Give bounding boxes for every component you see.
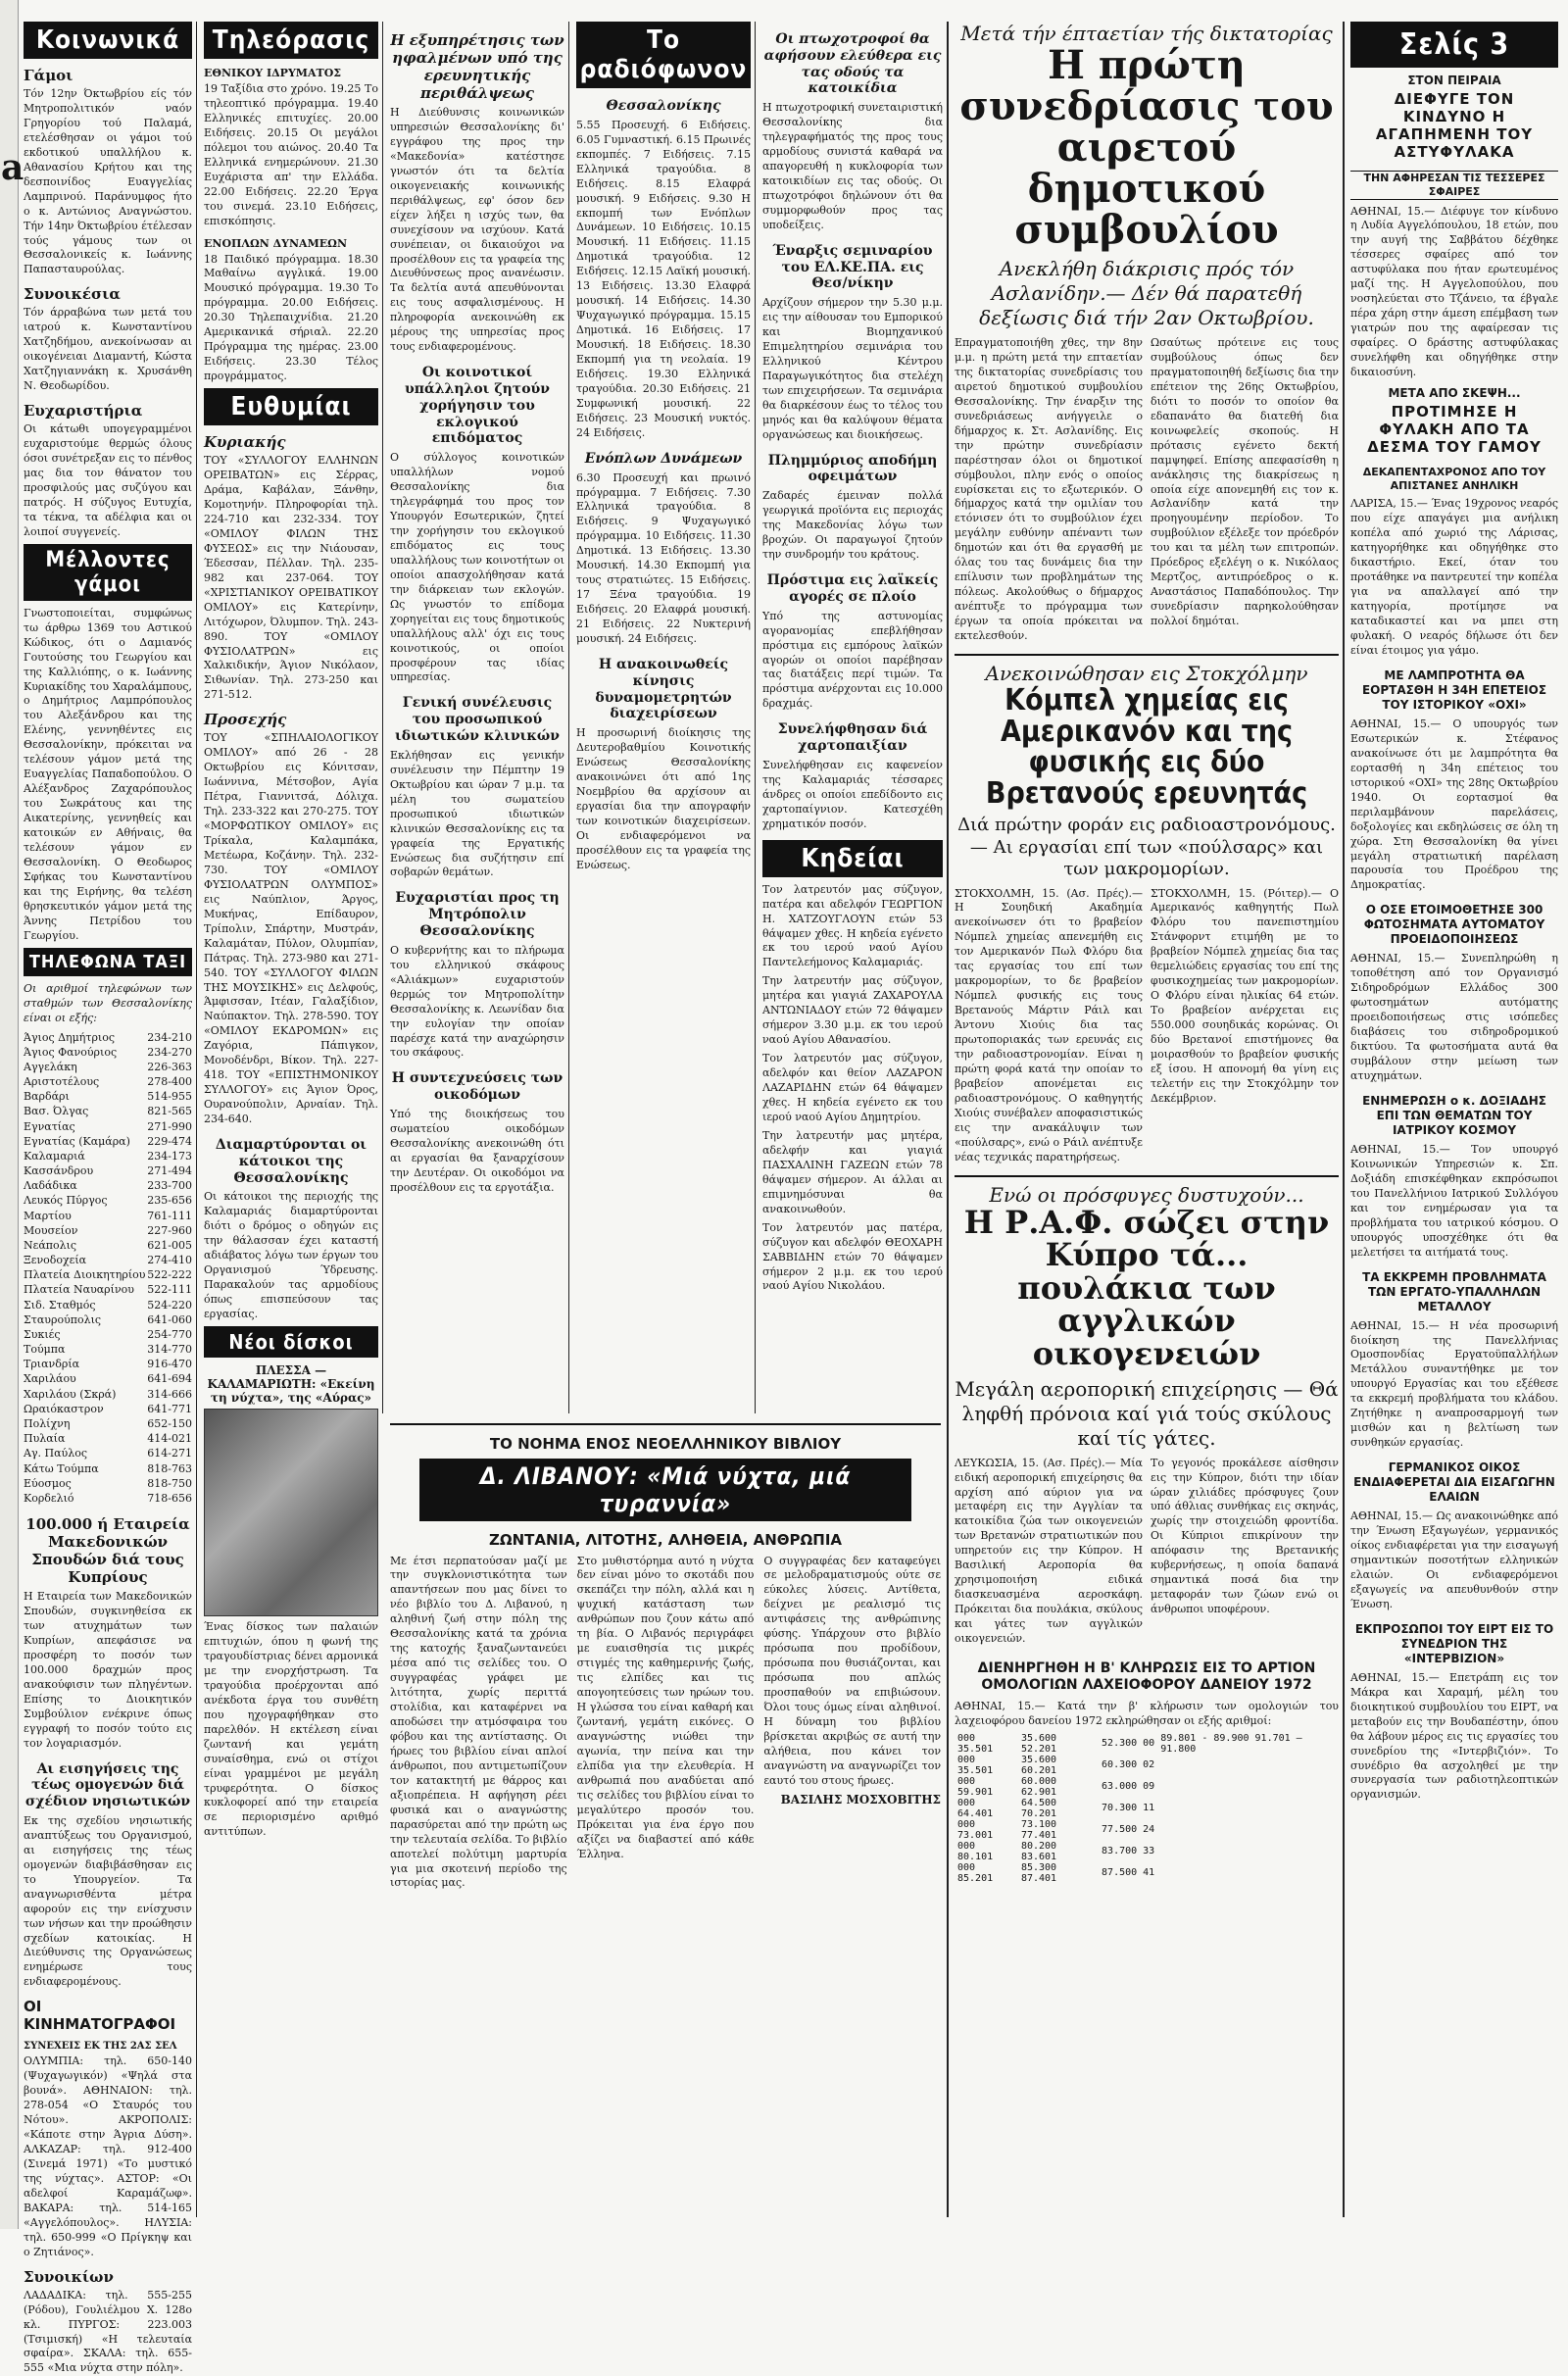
taxi-station-name: Αριστοτέλους [24, 1075, 100, 1089]
lottery-row [955, 1733, 1339, 1755]
taxi-station-name: Χαριλάου (Σκρά) [24, 1387, 117, 1401]
radio-schedule: 6.30 Προσευχή και πρωινό πρόγραμμα. 7 Ειδήσεις. 7.30 Ελληνικά τραγούδια. 8 Ειδήσεις. 9 Ψυχαγωγικό πρόγραμμα. 10 Ειδήσεις. 11.30 Δημοτικά. 13 Ειδήσεις. 13.30 Μουσική. 14.30 Εκπομπή για τους στρατιώτες. 15 Ειδήσεις. 17 Ξένα τραγούδια. 19 Ειδήσεις. 20 Ελαφρά μουσική. 21 Ειδήσεις. 22 Νυκτερινή μουσική. 24 Ειδήσεις. [576, 470, 751, 646]
taxi-station-name: Εύοσμος [24, 1476, 72, 1490]
social-header: Κοινωνικά [24, 22, 192, 59]
column-rule [568, 22, 569, 1413]
taxi-phone-number: 718-656 [147, 1491, 192, 1505]
excursions-header: Ευθυμίαι [204, 388, 378, 425]
taxi-phone-number: 227-960 [147, 1223, 192, 1237]
funeral-notice: Τον λατρευτόν μας σύζυγον, αδελφόν και θείον ΛΑΖΑΡΟΝ ΛΑΖΑΡΙΔΗΝ ετών 64 θάψαμεν χθες. Η κηδεία εγένετο εκ του ιερού ναού Αγίου Δημητρίου. [762, 1052, 943, 1123]
taxi-phone-row [24, 1178, 192, 1193]
taxi-phone-number: 233-700 [147, 1179, 192, 1193]
record-caption: ΠΛΕΣΣΑ — ΚΑΛΑΜΑΡΙΩΤΗ: «Εκείνη τη νύχτα», της «Αύρας» [207, 1363, 375, 1406]
taxi-phone-number: 278-400 [147, 1075, 192, 1089]
section-title: Αι εισηγήσεις της τέως ομογενών διά σχέδιον νησιωτικών [24, 1760, 191, 1810]
section-text: Οι κάτωθι υπογεγραμμένοι ευχαριστούμε θερμώς όλους όσοι συνέτρεξαν εις το πένθος μας δια τον θάνατον του προσφιλούς μας συζύγου και πατρός. Η σύζυγος Ευτυχία, τα τέκνα, τα αδέλφια και οι λοιποί συγγενείς. [24, 422, 192, 538]
lottery-cell: 000 73.001 [957, 1818, 994, 1841]
taxi-phone-number: 652-150 [147, 1416, 192, 1430]
lottery-cell: 000 35.501 [957, 1754, 994, 1776]
taxi-station-name: Εγνατίας [24, 1119, 75, 1133]
article-text: Ο κυβερνήτης και το πλήρωμα του ελληνικού σκάφους «Αλιάκμων» ευχαριστούν θερμώς τον Μητροπολίτην Θεσσαλονίκης κ. Λεωνίδαν δια την ευλογίαν την οποίαν παρέσχε κατά την αναχώρησιν του σκάφους. [390, 943, 564, 1060]
column-social [24, 22, 192, 2375]
article-text: Η πτωχοτροφική συνεταιριστική Θεσσαλονίκης δια τηλεγραφήματός της προς τους αρμοδίους συνιστά καθαρά να απαγορευθή η κυκλοφορία των κατοικιδίων εις τας οδούς. Οι πτωχοτρόφοι δηλώνουν ότι θα συμμορφωθούν προς τας υποδείξεις. [762, 101, 943, 231]
taxi-station-name: Λευκός Πύργος [24, 1194, 108, 1208]
taxi-phone-number: 821-565 [147, 1105, 192, 1118]
excursions-subheader: Κυριακής [204, 433, 286, 452]
article-text: Ο σύλλογος κοινοτικών υπαλλήλων νομού Θεσσαλονίκης δια τηλεγράφημά του προς τον Υπουργόν Εσωτερικών, ζητεί την χορήγησιν του εκλογικού επιδόματος εις τους υπαλλήλους των κοινοτήτων οι οποίοι απασχολήθησαν κατά την διάρκειαν των εκλογών. Ως γνωστόν το επίδομα χορηγείται εις τους δημοτικούς υπαλλήλους αλλ' όχι εις τους κοινοτικούς, οι οποίοι προσφέρουν τας ιδίας υπηρεσίας. [390, 451, 564, 684]
excursions-text: ΤΟΥ «ΣΠΗΛΑΙΟΛΟΓΙΚΟΥ ΟΜΙΛΟΥ» από 26 - 28 Οκτωβρίου εις Κόνιτσαν, Ιωάννινα, Μέτσοβον, Αγία Πέτρα, Γιαννιτσά, Δόλιχα. Τηλ. 233-322 και 270-275. ΤΟΥ «ΜΟΡΦΩΤΙΚΟΥ ΟΜΙΛΟΥ» εις Τρίκαλα, Καλαμπάκα, Μετέωρα, Κοζάνην. Τηλ. 232-730. ΤΟΥ «ΟΜΙΛΟΥ ΦΥΣΙΟΛΑΤΡΩΝ ΟΛΥΜΠΟΣ» εις Ναύπλιον, Άργος, Μυκήνας, Επίδαυρον, Τρίπολιν, Σπάρτην, Μυστράν, Καλαμάταν, Πύλον, Ολυμπίαν, Πάτρας. Τηλ. 273-980 και 271-540. ΤΟΥ «ΣΥΛΛΟΓΟΥ ΦΙΛΩΝ ΤΗΣ ΜΟΥΣΙΚΗΣ» εις Δελφούς, Άμφισσαν, Ιτέαν, Γαλαξίδιον, Ναύπακτον. Τηλ. 278-590. ΤΟΥ «ΟΜΙΛΟΥ ΕΚΔΡΟΜΩΝ» εις Ζαγόρια, Πάπιγκον, Μονοδένδρι, Βίκον. Τηλ. 227-418. ΤΟΥ «ΕΠΙΣΤΗΜΟΝΙΚΟΥ ΣΥΛΛΟΓΟΥ» εις Άγιον Όρος, Ουρανούπολιν, Αρναίαν. Τηλ. 234-640. [204, 731, 378, 1126]
lead-text: Επραγματοποιήθη χθες, την 8ην μ.μ. η πρώτη μετά την επταετίαν της δικτατορίας συνεδρίασις του αιρετού δημοτικού συμβουλίου Θεσσαλονίκης. Την έναρξιν της συνεδριάσεως ανήγγειλε ο δήμαρχος κ. Στ. Ασλανίδης. Εις την πρώτην συνεδρίασιν παρέστησαν όλοι οι δημοτικοί σύμβουλοι, πλην ενός ο οποίος ευρίσκεται εις το εξωτερικόν. Ο δήμαρχος κατά την ομιλίαν του ετόνισεν ότι το συμβούλιον έχει μεγάλην ευθύνην απέναντι των δημοτών και ότι θα εργασθή με όλας του τας δυνάμεις δια την επίλυσιν των προβλημάτων της πόλεως. Ακολούθως ο δήμαρχος ανέπτυξε το πρόγραμμα των έργων τα οποία πρόκειται να εκτελεσθούν. [955, 336, 1143, 643]
taxi-station-name: Μαρτίου [24, 1209, 72, 1222]
taxi-phone-row [24, 1253, 192, 1267]
bequest-text: Η Εταιρεία των Μακεδονικών Σπουδών, συγκινηθείσα εκ των ατυχημάτων των Κυπρίων, απεφάσισε να προσφέρη το ποσόν των 100.000 δραχμών προς ανακούφισιν των πληγέντων. Επίσης το Διοικητικόν Συμβούλιον ενέκρινε όπως εγγραφή το ποσόν τούτο εις τον λογαριασμόν. [24, 1590, 192, 1750]
lottery-cell: 83.700 [1102, 1846, 1138, 1857]
taxi-phone-row [24, 1342, 192, 1357]
column-news-a [390, 22, 564, 1413]
taxi-phone-row [24, 1045, 192, 1060]
previous-page-edge [0, 0, 24, 2229]
cinema-text: ΟΛΥΜΠΙΑ: τηλ. 650-140 (Ψυχαγωγικόν) «Ψηλά στα βουνά». ΑΘΗΝΑΙΟΝ: τηλ. 278-054 «Ο Σταυρός του Νότου». ΑΚΡΟΠΟΛΙΣ: «Κάποτε στην Άγρια Δύση». ΑΛΚΑΖΑΡ: τηλ. 912-400 (Σινεμά 1971) «Το μυστικό της νύχτας». ΑΣΤΟΡ: «Οι αδελφοί Καραμάζωφ». ΒΑΚΑΡΑ: τηλ. 514-165 «Αγγελόπουλος». ΗΛΥΣΙΑ: τηλ. 650-999 «Ο Πρίγκηψ και ο Ζητιάνος». [24, 2054, 192, 2258]
lottery-cell [1157, 1862, 1339, 1884]
lottery-cell [1157, 1776, 1339, 1798]
taxi-phone-number: 234-173 [147, 1149, 192, 1163]
nobel-headline: Κόμπελ χημείας εις Αμερικανόν και της φυσικής εις δύο Βρετανούς ερευνητάς [985, 683, 1308, 811]
taxi-phone-row [24, 1074, 192, 1089]
taxi-phone-number: 414-021 [147, 1432, 192, 1446]
lottery-cell: 000 85.201 [957, 1861, 994, 1884]
lottery-cell [1157, 1841, 1339, 1862]
article-title: Έναρξις σεμιναρίου του ΕΛ.ΚΕ.ΠΑ. εις Θεσ/νίκην [772, 242, 933, 292]
cinema-header: ΟΙ ΚΙΝΗΜΑΤΟΓΡΑΦΟΙ [24, 1998, 176, 2034]
article-text: ΑΘΗΝΑΙ, 15.— Η νέα προσωρινή διοίκηση της Πανελλήνιας Ομοσπονδίας Εργατοϋπαλλήλων Μετάλλου συναντήθηκε με τον υπουργό Εργασίας και του εξέθεσε τα εκκρεμή προβλήματα του κλάδου. Ζητήθηκε η αναπροσαρμογή των μισθών και η βελτίωση των συνθηκών εργασίας. [1350, 1318, 1558, 1450]
taxi-phone-number: 274-410 [147, 1254, 192, 1267]
column-lead [955, 22, 1339, 2217]
raf-text: ΛΕΥΚΩΣΙΑ, 15. (Ασ. Πρές).— Μία ειδική αεροπορική επιχείρησις θα αρχίση από αύριον για να μεταφέρη εις την Αγγλίαν τα κατοικίδια ζώα των οικογενειών των Βρετανών στρατιωτικών που υπηρετούν εις την Κύπρον. Η Βασιλική Αεροπορία θα χρησιμοποιήση ειδικά διασκευασμένα αεροσκάφη. Πρόκειται δια πουλάκια, σκύλους και γάτες των αγγλικών οικογενειών. [955, 1456, 1143, 1646]
tv-schedule: 18 Παιδικό πρόγραμμα. 18.30 Μαθαίνω αγγλικά. 19.00 Μουσικό πρόγραμμα. 19.30 Το πρόγραμμα. 20.00 Ειδήσεις. 20.30 Τηλεπαιχνίδια. 21.20 Αμερικανικά σήριαλ. 22.20 Πρόγραμμα της ημέρας. 23.00 Ειδήσεις. 23.30 Τέλος προγράμματος. [204, 252, 378, 383]
taxi-phone-number: 229-474 [147, 1134, 192, 1148]
taxi-station-name: Χαριλάου [24, 1372, 76, 1386]
taxi-station-name: Άγιος Φανούριος [24, 1045, 118, 1059]
lottery-cell: 60.000 62.901 [1020, 1775, 1057, 1798]
lottery-cell: 52.300 [1102, 1738, 1138, 1750]
article-text: Συνελήφθησαν εις καφενείον της Καλαμαριάς τέσσαρες άνδρες οι οποίοι επεδίδοντο εις χαρτοπαίγνιον. Κατεσχέθη χρηματικόν ποσόν. [762, 758, 943, 830]
article-title: Ευχαριστίαι προς τη Μητρόπολιν Θεσσαλονίκης [395, 890, 560, 939]
taxi-phone-row [24, 1387, 192, 1402]
taxi-phones-header: ΤΗΛΕΦΩΝΑ ΤΑΞΙ [24, 948, 192, 976]
book-review-text: Με έτσι περπατούσαν μαζί με την συγκλονιστικότητα των απαντήσεων που μας δίνει το νέο βιβλίο του Δ. Λιβανού, η αληθινή ζωή στην πόλη της Θεσσαλονίκης κατά τα χρόνια της κατοχής ξαναζωντανεύει μέσα από τις σελίδες του. Ο συγγραφέας γράφει με λιτότητα, χωρίς περιττά στολίδια, και καταφέρνει να αποδώσει την ατμόσφαιρα του φόβου και της αντίστασης. Οι ήρωες του βιβλίου είναι απλοί άνθρωποι, που αντιμετωπίζουν τον κατακτητή με θάρρος και αξιοπρέπεια. Η αφήγηση ρέει φυσικά και ο αναγνώστης παρασύρεται από την πρώτη ως την τελευταία σελίδα. Το βιβλίο αποτελεί πολύτιμη μαρτυρία για μια σκοτεινή περίοδο της ιστορίας μας. [390, 1554, 567, 1890]
lottery-cell: 24 [1143, 1824, 1155, 1836]
column-rule [1343, 22, 1345, 2217]
lottery-cell [1157, 1755, 1339, 1776]
taxi-phone-number: 641-694 [147, 1372, 192, 1386]
column-right [1350, 22, 1558, 2217]
taxi-station-name: Νεάπολις [24, 1238, 77, 1252]
section-text: Τόν άρραβώνα των μετά του ιατρού κ. Κωνσταντίνου Χατζηδήμου, ανεκοίνωσαν αι οικογένειαι Διαμαντή, Κώστα Χατζηγιαννάκη κ. Χρυσάνθη Ν. Θεοδωρίδου. [24, 306, 192, 393]
taxi-phone-number: 514-955 [147, 1090, 192, 1104]
taxi-phone-row [24, 1282, 192, 1297]
article-text: ΑΘΗΝΑΙ, 15.— Ο υπουργός των Εσωτερικών κ. Στέφανος ανακοίνωσε ότι με λαμπρότητα θα εορτασθή η 34η επέτειος του ιστορικού «ΟΧΙ» της 28ης Οκτωβρίου 1940. Οι εορτασμοί θα περιλαμβάνουν παρελάσεις, δοξολογίες και εκδηλώσεις σε όλη τη χώρα. Στη Θεσσαλονίκη θα γίνει μεγάλη στρατιωτική παρέλαση παρουσία του Προέδρου της Δημοκρατίας. [1350, 717, 1558, 892]
article-text: Ζαδαρές έμειναν πολλά γεωργικά προϊόντα εις περιοχάς της Μακεδονίας λόγω των βροχών. Οι παραγωγοί ζητούν την συνδρομήν του κράτους. [762, 489, 943, 562]
lottery-cell: 60.300 [1102, 1759, 1138, 1771]
edge-glyph: a [1, 147, 24, 188]
article-text: Υπό της διοικήσεως του σωματείου οικοδόμων Θεσσαλονίκης ανεκοινώθη ότι αι εργασίαι θα ξαναρχίσουν την Δευτέραν. Οι οικοδόμοι να προσέλθουν εις τα εργοτάξια. [390, 1108, 564, 1194]
taxi-phone-row [24, 1446, 192, 1460]
lottery-cell: 80.200 83.601 [1020, 1840, 1057, 1862]
section-title: Διαμαρτύρονται οι κάτοικοι της Θεσσαλονίκης [215, 1137, 368, 1186]
nobel-text: ΣΤΟΚΧΟΛΜΗ, 15. (Ασ. Πρές).— Η Σουηδική Ακαδημία ανεκοίνωσεν ότι το βραβείον Νόμπελ χημείας απενεμήθη εις τον Αμερικανόν Πωλ Φλόρυ δια τας εργασίας του επί των μακρομορίων, το δε βραβείον Νόμπελ φυσικής εις τους Βρετανούς Μάρτιν Ράιλ και Άντονυ Χιούις δια τας πρωτοποριακάς των ερευνάς εις την ραδιοαστρονομίαν. Είναι η πρώτη φορά κατά την οποίαν το βραβείον απονέμεται εις ραδιοαστρονόμους. Ο καθηγητής Χιούις συνέβαλεν αποφασιστικώς εις την ανακάλυψιν των «πούλσαρς», ενώ ο Ράιλ ανέπτυξε νέας τεχνικάς παρατηρήσεως. [955, 886, 1143, 1163]
taxi-phone-number: 254-770 [147, 1327, 192, 1341]
taxi-phone-row [24, 1357, 192, 1371]
taxi-phone-number: 271-990 [147, 1119, 192, 1133]
taxi-phone-number: 235-656 [147, 1194, 192, 1208]
article-text: ΑΘΗΝΑΙ, 15.— Επετράπη εις τον Μάκρα και Χαραμή, μέλη του διοικητικού συμβουλίου του ΕΙΡΤ, να μεταβούν εις την Βουδαπέστην, όπου θα λάβουν μέρος εις τις εργασίες του συνεδρίου της «Ιντερβιζιόν». Το συνέδριο θα ασχοληθεί με την συνεργασία των ραδιοτηλεοπτικών οργανισμών. [1350, 1670, 1558, 1802]
taxi-phone-row [24, 1134, 192, 1149]
funeral-notice: Τον λατρευτόν μας πατέρα, σύζυγον και αδελφόν ΘΕΟΧΑΡΗ ΣΑΒΒΙΔΗΝ ετών 70 θάψαμεν σήμερον 2 μ.μ. εκ του ιερού ναού Αγίου Νικολάου. [762, 1220, 943, 1293]
taxi-phone-number: 271-494 [147, 1164, 192, 1178]
article-title: Πλημμύριος αποδήμη οφειμάτων [767, 452, 938, 485]
page-number-banner: Σελίς 3 [1350, 22, 1558, 68]
taxi-phone-row [24, 1431, 192, 1446]
taxi-station-name: Λαδάδικα [24, 1179, 77, 1193]
taxi-station-name: Πλατεία Διοικητηρίου [24, 1268, 146, 1282]
section-text: Οι κάτοικοι της περιοχής της Καλαμαριάς διαμαρτύρονται διότι ο δρόμος ο οδηγών εις την θάλασσαν έχει καταστή αδιάβατος λόγω των έργων του Οργανισμού Ύδρευσης. Παρακαλούν τας αρμοδίους όπως επισπεύσουν τας εργασίας. [204, 1190, 378, 1321]
divider [955, 1175, 1339, 1177]
taxi-phone-number: 524-220 [147, 1298, 192, 1312]
taxi-phone-row [24, 1461, 192, 1476]
article-text: Υπό της αστυνομίας αγορανομίας επεβλήθησαν πρόστιμα εις εμπόρους λαϊκών αγορών οι οποίοι παρέβησαν τας διατάξεις περί τιμών. Τα πρόστιμα ανέρχονται εις 10.000 δραχμάς. [762, 609, 943, 711]
lottery-cell: 09 [1143, 1781, 1155, 1793]
lottery-cell: 89.801 - 89.900 91.701 — 91.800 [1160, 1732, 1302, 1755]
article-title: Η ανακοινωθείς κίνησις δυναμομετρητών διαχειρίσεων [595, 657, 732, 722]
article-headline: ΠΡΟΤΙΜΗΣΕ Η ΦΥΛΑΚΗ ΑΠΟ ΤΑ ΔΕΣΜΑ ΤΟΥ ΓΑΜΟΥ [1367, 402, 1542, 456]
lead-headline: Η πρώτη συνεδρίασις του αιρετού δημοτικού συμβουλίου [959, 42, 1334, 253]
taxi-phone-list [24, 1030, 192, 1507]
taxi-station-name: Σιδ. Σταθμός [24, 1298, 96, 1312]
lottery-cell: 00 [1143, 1738, 1155, 1750]
taxi-station-name: Μουσείον [24, 1223, 78, 1237]
radio-header: Το ραδιόφωνον [576, 22, 751, 88]
taxi-station-name: Πυλαία [24, 1432, 66, 1446]
article-headline: ΕΚΠΡΟΣΩΠΟΙ ΤΟΥ ΕΙΡΤ ΕΙΣ ΤΟ ΣΥΝΕΔΡΙΟΝ ΤΗΣ «ΙΝΤΕΡΒΙΖΙΟΝ» [1354, 1621, 1554, 1665]
book-review-text: Στο μυθιστόρημα αυτό η νύχτα δεν είναι μόνο το σκοτάδι που σκεπάζει την πόλη, αλλά και η ψυχική κατάσταση των ανθρώπων που ζουν κάτω από τη βία. Ο Λιβανός περιγράφει με ευαισθησία τις μικρές στιγμές της καθημερινής ζωής, τις ελπίδες και τις απογοητεύσεις των ηρώων του. Η γλώσσα του είναι καθαρή και ζωντανή, γεμάτη εικόνες. Ο αναγνώστης νιώθει την αγωνία, την πείνα και την ελπίδα για την ελευθερία. Η ανθρωπιά που αναδύεται από τις σελίδες του βιβλίου είναι το μεγαλύτερο προσόν του. Πρόκειται για ένα έργο που αξίζει να διαβαστεί από κάθε Έλληνα. [576, 1554, 755, 1860]
taxi-phone-row [24, 1402, 192, 1416]
funeral-notice: Την λατρευτήν μας σύζυγον, μητέρα και γιαγιά ΖΑΧΑΡΟΥΛΑ ΑΝΤΩΝΙΑΔΟΥ ετών 72 θάψαμεν σήμερον 3.30 μ.μ. εκ του ιερού ναού Αγίου Αθανασίου. [762, 974, 943, 1047]
excursions-text: ΤΟΥ «ΣΥΛΛΟΓΟΥ ΕΛΛΗΝΩΝ ΟΡΕΙΒΑΤΩΝ» εις Σέρρας, Δράμα, Καβάλαν, Ξάνθην, Κομοτηνήν. Πληροφορίαι τηλ. 224-710 και 232-334. ΤΟΥ «ΟΜΙΛΟΥ ΦΙΛΩΝ ΤΗΣ ΦΥΣΕΩΣ» εις την Νιάουσαν, Έδεσσαν, Πέλλαν. Τηλ. 235-982 και 237-064. ΤΟΥ «ΧΡΙΣΤΙΑΝΙΚΟΥ ΟΡΕΙΒΑΤΙΚΟΥ ΟΜΙΛΟΥ» εις Κατερίνην, Λιτόχωρον, Όλυμπον. Τηλ. 243-890. ΤΟΥ «ΟΜΙΛΟΥ ΦΥΣΙΟΛΑΤΡΩΝ» εις Χαλκιδικήν, Άγιον Νικόλαον, Σιθωνίαν. Τηλ. 273-250 και 271-512. [204, 454, 378, 702]
taxi-phone-number: 641-771 [147, 1402, 192, 1415]
excursions-subheader: Προσεχής [204, 711, 287, 729]
section-title: Ευχαριστήρια [24, 402, 143, 421]
article-headline: ΤΑ ΕΚΚΡΕΜΗ ΠΡΟΒΛΗΜΑΤΑ ΤΩΝ ΕΡΓΑΤΟ-ΥΠΑΛΛΗΛΩΝ ΜΕΤΑΛΛΟΥ [1362, 1269, 1546, 1313]
taxi-phone-number: 226-363 [147, 1060, 192, 1073]
taxi-station-name: Αγγελάκη [24, 1060, 77, 1073]
nobel-body [955, 887, 1339, 1169]
taxi-phone-row [24, 1416, 192, 1431]
lottery-cell: 77.500 [1102, 1824, 1138, 1836]
cinema-subheader: ΣΥΝΕΧΕΙΣ ΕΚ ΤΗΣ 2ΑΣ ΣΕΛ [24, 2041, 177, 2053]
raf-deck: Μεγάλη αεροπορική επιχείρησις — Θά ληφθή πρόνοια καί γιά τούς σκύλους καί τίς γάτες. [955, 1376, 1339, 1450]
book-review-signature: ΒΑΣΙΛΗΣ ΜΟΣΧΟΒΙΤΗΣ [780, 1792, 942, 1807]
records-header: Νέοι δίσκοι [204, 1326, 378, 1358]
taxi-station-name: Σταυρούπολις [24, 1312, 102, 1326]
taxi-station-name: Βαρδάρι [24, 1090, 70, 1104]
article-title: Η εξυπηρέτησις των ηφαλμένων υπό της ερευνητικής περιθάλψεως [390, 31, 564, 102]
taxi-station-name: Τριανδρία [24, 1358, 80, 1371]
section-title: Συνοικέσια [24, 285, 121, 304]
taxi-station-name: Πολίχνη [24, 1416, 71, 1430]
taxi-phone-row [24, 1371, 192, 1386]
lottery-cell: 70.300 [1102, 1803, 1138, 1814]
book-review-overline: ΤΟ ΝΟΗΜΑ ΕΝΟΣ ΝΕΟΕΛΛΗΝΙΚΟΥ ΒΙΒΛΙΟΥ [489, 1435, 842, 1453]
taxi-station-name: Κορδελιό [24, 1491, 74, 1505]
article-title: Οι κοινοτικοί υπάλληλοι ζητούν χορήγησιν του εκλογικού επιδόματος [404, 365, 550, 447]
lottery-cell: 000 59.901 [957, 1775, 994, 1798]
article-headline: ΕΝΗΜΕΡΩΣΗ ο κ. ΔΟΞΙΑΔΗΣ ΕΠΙ ΤΩΝ ΘΕΜΑΤΩΝ ΤΟΥ ΙΑΤΡΙΚΟΥ ΚΟΣΜΟΥ [1362, 1093, 1546, 1137]
article-title: Πρόστιμα εις λαϊκείς αγορές σε πλοίο [766, 572, 939, 605]
lottery-row [955, 1862, 1339, 1884]
taxi-phone-number: 818-763 [147, 1461, 192, 1475]
lottery-row [955, 1819, 1339, 1841]
taxi-phone-row [24, 1060, 192, 1074]
lottery-row [955, 1755, 1339, 1776]
lottery-cell: 87.500 [1102, 1867, 1138, 1879]
taxi-phone-number: 522-222 [147, 1268, 192, 1282]
taxi-phone-row [24, 1119, 192, 1134]
article-subhead: ΔΕΚΑΠΕΝΤΑΧΡΟΝΟΣ ΑΠΟ ΤΟΥ ΑΠΙΣΤΑΝΕΣ ΑΝΗΛΙΚΗ [1362, 465, 1546, 492]
lottery-cell: 73.100 77.401 [1020, 1818, 1057, 1841]
book-review-col [763, 1555, 941, 1896]
lottery-cell: 35.600 52.201 [1020, 1732, 1057, 1755]
taxi-phone-row [24, 1476, 192, 1491]
book-review-banner: Δ. ΛΙΒΑΝΟΥ: «Μιά νύχτα, μιά τυραννία» [419, 1459, 911, 1521]
article-text: Εκλήθησαν εις γενικήν συνέλευσιν την Πέμπτην 19 Οκτωβρίου και ώραν 7 μ.μ. τα μέλη του σωματείου προσωπικού ιδιωτικών κλινικών Θεσσαλονίκης εις τα γραφεία της Εργατικής Ενώσεως δια συζήτησιν επί σοβαρών θεμάτων. [390, 748, 564, 879]
divider [955, 654, 1339, 656]
lottery-headline: ΔΙΕΝΗΡΓΗΘΗ Η Β' ΚΛΗΡΩΣΙΣ ΕΙΣ ΤΟ ΑΡΤΙΟΝ ΟΜΟΛΟΓΙΩΝ ΛΑΧΕΙΟΦΟΡΟΥ ΔΑΝΕΙΟΥ 1972 [977, 1659, 1316, 1694]
article-text: ΑΘΗΝΑΙ, 15.— Συνεπληρώθη η τοποθέτηση από τον Οργανισμό Σιδηροδρόμων Ελλάδος 300 φωτοσημάτων αυτόματης προειδοποιήσεως στις ισόπεδες διαβάσεις του σιδηροδρομικού δικτύου. Τα φωτοσήματα αυτά θα συμβάλουν στην μείωση των ατυχημάτων. [1350, 952, 1558, 1082]
taxi-station-name: Συκιές [24, 1327, 61, 1341]
article-headline: ΓΕΡΜΑΝΙΚΟΣ ΟΙΚΟΣ ΕΝΔΙΑΦΕΡΕΤΑΙ ΔΙΑ ΕΙΣΑΓΩΓΗΝ ΕΛΑΙΩΝ [1353, 1460, 1555, 1505]
book-review-subhead: ΖΩΝΤΑΝΙΑ, ΛΙΤΟΤΗΣ, ΑΛΗΘΕΙΑ, ΑΝΘΡΩΠΙΑ [488, 1530, 843, 1549]
book-review-body [390, 1555, 941, 1896]
column-rule [755, 22, 756, 1413]
article-title: Οι πτωχοτροφοί θα αφήσουν ελεύθερα εις τας οδούς τα κατοικίδια [763, 31, 942, 97]
article-text: ΛΑΡΙΣΑ, 15.— Ένας 19χρονος νεαρός που είχε απαγάγει μια ανήλικη κοπέλα από χωριό της Λάρισας, κατηγορήθηκε και οδηγήθηκε στο δικαστήριο. Εκεί, όταν του προτάθηκε να παντρευτεί την κοπέλα για να απαλλαγεί από την κατηγορία, προτίμησε να καταδικαστεί και να μπει στη φυλακή. Ο νεαρός δήλωσε ότι δεν είναι έτοιμος για γάμο. [1350, 497, 1558, 657]
taxi-phone-number: 314-770 [147, 1343, 192, 1357]
section-title: Γάμοι [24, 67, 74, 84]
lottery-row [955, 1841, 1339, 1862]
article-headline: ΔΙΕΦΥΓΕ ΤΟΝ ΚΙΝΔΥΝΟ Η ΑΓΑΠΗΜΕΝΗ ΤΟΥ ΑΣΤΥΦΥΛΑΚΑ [1375, 90, 1534, 161]
weddings-header: Μέλλοντες γάμοι [24, 544, 192, 601]
taxi-phone-row [24, 1491, 192, 1506]
book-review-text: Ο συγγραφέας δεν καταφεύγει σε μελοδραματισμούς ούτε σε εύκολες λύσεις. Αντίθετα, δείχνει με ρεαλισμό τις αντιφάσεις της ανθρώπινης φύσης. Υπάρχουν στο βιβλίο πρόσωπα που προδίδουν, πρόσωπα που θυσιάζονται, και πρόσωπα που απλώς προσπαθούν να επιβιώσουν. Όλοι τους όμως είναι αληθινοί. Η δύναμη του βιβλίου βρίσκεται ακριβώς σε αυτή την αλήθεια, που κάνει τον αναγνώστη να αναγνωρίζει τον εαυτό του στους ήρωες. [763, 1554, 942, 1787]
nobel-text: ΣΤΟΚΧΟΛΜΗ, 15. (Ρόιτερ).— Ο Αμερικανός καθηγητής Πωλ Φλόρυ του πανεπιστημίου Στάνφορντ ετιμήθη με το βραβείον Νόμπελ χημείας δια τας θεμελιώδεις εργασίας του επί της φυσικοχημείας των μακρομορίων. Ο Φλόρυ είναι ηλικίας 64 ετών. Το βραβείον ανέρχεται εις 550.000 σουηδικάς κορώνας. Οι δύο Βρετανοί επιστήμονες θα μοιρασθούν το βραβείον φυσικής εξ ίσου. Η απονομή θα γίνη εις τελετήν εις την Στοκχόλμην τον Δεκέμβριον. [1151, 886, 1339, 1105]
taxi-phone-row [24, 1298, 192, 1312]
taxi-station-name: Καλαμαριά [24, 1149, 85, 1163]
lottery-cell: 000 35.501 [957, 1732, 994, 1755]
raf-overline: Ενώ οι πρόσφυγες δυστυχούν... [989, 1182, 1304, 1207]
lottery-cell [1157, 1819, 1339, 1841]
lead-deck: Ανεκλήθη διάκρισις πρός τόν Ασλανίδην.— Δέν θά παρατεθή δεξίωσις διά τήν 2αν Οκτωβρίου. [979, 257, 1314, 329]
taxi-station-name: Ξενοδοχεία [24, 1254, 87, 1267]
taxi-phone-number: 522-111 [147, 1283, 192, 1297]
tv-header: Τηλεόρασις [204, 22, 378, 59]
taxi-phone-number: 234-210 [147, 1030, 192, 1044]
taxi-phone-row [24, 1030, 192, 1045]
lottery-cell: 85.300 87.401 [1020, 1861, 1057, 1884]
taxi-phone-number: 621-005 [147, 1238, 192, 1252]
article-text: Η Διεύθυνσις κοινωνικών υπηρεσιών Θεσσαλονίκης δι' εγγράφου της προς την «Μακεδονία» κατέστησε γνωστόν ότι τα δελτία οικογενειακής κοινωνικής περιθάλψεως, εφ' όσον δεν είχεν λήξει η ισχύς των, θα συνεχίσουν να ισχύουν. Κατά συνέπειαν, οι δικαιούχοι να προσέλθουν εις τα γραφεία της Διευθύνσεως προς ανανέωσιν. Τα δελτία αυτά απευθύνονται εις τους ασφαλισμένους. Η πληροφορία ανεκοινώθη εκ μέρους της υπηρεσίας προς τους ενδιαφερομένους. [390, 106, 564, 354]
nobel-deck: Διά πρώτην φοράν εις ραδιοαστρονόμους.— Αι εργασίαι επί των «πούλσαρς» και των μακρομορίων. [957, 815, 1336, 880]
section-text: Τόν 12ην Όκτωβρίου είς τόν Μητροπολιτικόν ναόν Γρηγορίου τού Παλαμά, ετελέσθησαν οι γάμοι τού εκδοτικού υπαλλήλου κ. Αθανασίου Κρήτου και της δεσποινίδος Ευαγγελίας Λαμπρινού. Παράνυμφος ήτο ο κ. Αντώνιος Αναγνώστου. Τήν 14ην Όκτωβρίου έτέλεσαν τούς γάμους των οι Θεσσαλονικείς κ. Ιωάννης Παπασταυρούλας. [24, 87, 192, 276]
lottery-cell: 33 [1143, 1846, 1155, 1857]
taxi-phone-row [24, 1089, 192, 1104]
article-overline: ΣΤΟΝ ΠΕΙΡΑΙΑ [1407, 74, 1501, 87]
funerals-header: Κηδείαι [762, 840, 943, 877]
article-title: Συνελήφθησαν διά χαρτοπαιξίαν [777, 721, 928, 755]
lottery-cell [1157, 1798, 1339, 1819]
article-overline: ΜΕΤΑ ΑΠΟ ΣΚΕΨΗ... [1388, 385, 1521, 400]
taxi-phones-intro: Οι αριθμοί τηλεφώνων των σταθμών των Θεσσαλονίκης είναι οι εξής: [24, 981, 192, 1024]
taxi-station-name: Ωραιόκαστρον [24, 1402, 104, 1415]
taxi-phone-row [24, 1209, 192, 1223]
article-text: ΑΘΗΝΑΙ, 15.— Τον υπουργό Κοινωνικών Υπηρεσιών κ. Σπ. Δοξιάδη επισκέφθηκαν εκπρόσωποι του Πανελλήνιου Ιατρικού Συλλόγου και τον ενημέρωσαν για τα προβλήματα του ιατρικού κόσμου. Ο υπουργός υποσχέθηκε ότι θα μελετήσει τα αιτήματά τους. [1350, 1142, 1558, 1259]
taxi-phone-row [24, 1327, 192, 1342]
record-photo [204, 1409, 378, 1616]
lottery-intro: ΑΘΗΝΑΙ, 15.— Κατά την β' κλήρωσιν των ομολογιών του λαχειοφόρου δανείου 1972 εκληρώθησαν οι εξής αριθμοί: [955, 1699, 1339, 1727]
taxi-station-name: Εγνατίας (Καμάρα) [24, 1134, 130, 1148]
raf-headline: Η Ρ.Α.Φ. σώζει στην Κύπρο τά... πουλάκια των αγγλικών οικογενειών [963, 1203, 1330, 1372]
taxi-station-name: Βασ. Όλγας [24, 1105, 89, 1118]
article-title: Η συντεχνεύσεις των οικοδόμων [391, 1070, 564, 1104]
weddings-text: Γνωστοποιείται, συμφώνως τω άρθρω 1369 του Αστικού Κώδικος, ότι ο Δαμιανός Γουτούσης του Γεωργίου και της Καλλιόπης, ο κ. Ιωάννης Κυριακίδης του Χαραλάμπους, ο Δημήτριος Λαμπρόπουλος του Αλεξάνδρου και της Ελένης, γεννηθέντες εις Θεσσαλονίκην, πρόκειται να τελέσουν γάμον μετά της Ευαγγελίας Παπαδοπούλου. Ο Αλέξανδρος Ζαχαρόπουλος του Σωκράτους και της Αικατερίνης, γεννηθείς και κατοικών εν Αθήναις, θα τελέσουν γάμον εν Θεσσαλονίκη. Ο Θεοδωρος Σφήκας του Κωνσταντίνου και της Ειρήνης, θα τελέση θρησκευτικόν γάμον μετά της Άννης Πετρίδου του Γεωργίου. [24, 606, 192, 942]
funeral-notice: Την λατρευτήν μας μητέρα, αδελφήν και γιαγιά ΠΑΣΧΑΛΙΝΗ ΓΑΖΕΩΝ ετών 78 θάψαμεν σήμερον. Αι άλλαι αι επιμνημόσυναι θα ανακοινωθούν. [762, 1128, 943, 1215]
tv-channel: ΕΝΟΠΛΩΝ ΔΥΝΑΜΕΩΝ [204, 236, 348, 250]
column-rule [947, 22, 949, 2217]
lottery-table [955, 1733, 1339, 1884]
lead-overline: Μετά τήν έπταετίαν τής δικτατορίας [960, 22, 1333, 45]
taxi-phone-row [24, 1238, 192, 1253]
article-text: ΑΘΗΝΑΙ, 15.— Διέφυγε τον κίνδυνο η Λυδία Αγγελόπουλου, 18 ετών, που την αυγή της Σαββάτου δέχθηκε τέσσερες σφαίρες από τον αστυφύλακα που ήταν ερωτευμένος μαζί της. Η Αγγελοπούλου, που νοσηλεύεται στο Τζάνειο, τα έβγαλε πέρα χάρη στην άμεση επέμβαση των γιατρών που της αφαίρεσαν τις σφαίρες. Ο δράστης αστυφύλακας συνελήφθη και οδηγήθηκε στην δικαιοσύνη. [1350, 204, 1558, 378]
article-headline: ΜΕ ΛΑΜΠΡΟΤΗΤΑ ΘΑ ΕΟΡΤΑΣΘΗ Η 34Η ΕΠΕΤΕΙΟΣ ΤΟΥ ΙΣΤΟΡΙΚΟΥ «ΟΧΙ» [1361, 668, 1547, 712]
section-text: Εκ της σχεδίου νησιωτικής αναπτύξεως του Οργανισμού, αι εισηγήσεις της τέως ομογενών διαβιβάσθησαν εις το Υπουργείον. Τα αναγνωρισθέντα μέτρα αφορούν εις την ενίσχυσιν των νήσων και την προώθησιν σχεδίων κατοικίας. Η Διεύθυνσις της Οργανώσεως ενημέρωσε τους ενδιαφερομένους. [24, 1813, 192, 1989]
taxi-phone-row [24, 1163, 192, 1178]
taxi-phone-number: 818-750 [147, 1476, 192, 1490]
radio-station: Ενόπλων Δυνάμεων [584, 450, 743, 467]
column-rule [196, 22, 197, 2217]
taxi-phone-number: 234-270 [147, 1045, 192, 1059]
raf-body [955, 1457, 1339, 1651]
column-tv [204, 22, 378, 1839]
nobel-overline: Ανεκοινώθησαν εις Στοκχόλμην [985, 662, 1308, 686]
lottery-cell: 64.500 70.201 [1020, 1797, 1057, 1819]
lottery-cell: 02 [1143, 1759, 1155, 1771]
record-review: Ένας δίσκος των παλαιών επιτυχιών, όπου η φωνή της τραγουδίστριας δένει αρμονικά με την ενορχήστρωση. Τα τραγούδια προέρχονται από ανέκδοτα έργα του συνθέτη που ηχογραφήθηκαν στο παρελθόν. Η εκτέλεση είναι ζωντανή και γεμάτη συναίσθημα, ενώ οι στίχοι είναι γραμμένοι με μεγάλη τρυφερότητα. Ο δίσκος κυκλοφορεί από την εταιρεία σε περιορισμένο αριθμό αντιτύπων. [204, 1620, 378, 1839]
taxi-phone-row [24, 1267, 192, 1282]
bequest-title: 100.000 ή Εταιρεία Μακεδονικών Σπουδών διά τους Κυπρίους [25, 1515, 190, 1587]
taxi-phone-row [24, 1149, 192, 1163]
taxi-phone-row [24, 1193, 192, 1208]
book-review [390, 1423, 941, 2190]
lead-text: Ωσαύτως πρότεινε εις τους συμβούλους όπως δεν πραγματοποιηθή δεξίωσις δια την επέτειον της 26ης Οκτωβρίου, διότι το ποσόν το οποίον θα εδαπανάτο θα διατεθή δια κοινωφελείς σκοπούς. Η πρότασις εγένετο δεκτή παμψηφεί. Επίσης απεφασίσθη η ανάκλησις της διακρίσεως η οποία είχε απονεμηθή εις τον κ. Ασλανίδην κατά την προηγουμένην περίοδον. Το συμβούλιον εξέλεξε τον πρόεδρόν του και τα μέλη των επιτροπών. Πρόεδρος εξελέγη ο κ. Νικόλαος Μερτζος, αντιπρόεδρος ο κ. Αναστάσιος Παπαδόπουλος. Την συνεδρίασιν παρηκολούθησαν πολλοί δημόται. [1151, 336, 1339, 628]
lottery-row [955, 1798, 1339, 1819]
column-rule [382, 22, 383, 1413]
taxi-phone-row [24, 1223, 192, 1238]
lead-body [955, 336, 1339, 648]
tv-channel: ΕΘΝΙΚΟΥ ΙΔΡΥΜΑΤΟΣ [204, 67, 342, 79]
taxi-station-name: Αγ. Παύλος [24, 1447, 87, 1460]
article-text: ΑΘΗΝΑΙ, 15.— Ως ανακοινώθηκε από την Ένωση Εξαγωγέων, γερμανικός οίκος ενδιαφέρεται για την εισαγωγή σημαντικών ποσοτήτων ελληνικών ελαιών. Οι ενδιαφερόμενοι εξαγωγείς να απευθυνθούν στην Ένωση. [1350, 1510, 1558, 1610]
raf-text: Το γεγονός προκάλεσε αίσθησιν εις την Κύπρον, διότι την ιδίαν ώραν χιλιάδες πρόσφυγες ζουν υπό άθλιας συνθήκας εις σκηνάς, χωρίς την στοιχειώδη φροντίδα. Οι Κύπριοι επικρίνουν την απόφασιν της Βρετανικής κυβερνήσεως, η οποία δαπανά σημαντικά ποσά δια την μεταφοράν των ζώων ενώ οι άνθρωποι υποφέρουν. [1151, 1456, 1339, 1616]
taxi-phone-number: 761-111 [147, 1209, 192, 1222]
neighborhood-header: Συνοικίων [24, 2267, 114, 2286]
article-title: Γενική συνέλευσις του προσωπικού ιδιωτικών κλινικών [395, 695, 560, 745]
lottery-cell: 41 [1143, 1867, 1155, 1879]
taxi-station-name: Κάτω Τούμπα [24, 1461, 99, 1475]
taxi-phone-row [24, 1104, 192, 1118]
lottery-cell: 000 64.401 [957, 1797, 994, 1819]
taxi-phone-number: 614-271 [147, 1447, 192, 1460]
column-radio [576, 22, 751, 1413]
lottery-row [955, 1776, 1339, 1798]
taxi-station-name: Άγιος Δημήτριος [24, 1030, 116, 1044]
article-headline: Ο ΟΣΕ ΕΤΟΙΜΟΘΕΤΗΣΕ 300 ΦΩΤΟΣΗΜΑΤΑ ΑΥΤΟΜΑΤΟΥ ΠΡΟΕΙΔΟΠΟΙΗΣΕΩΣ [1363, 903, 1545, 947]
radio-schedule: 5.55 Προσευχή. 6 Ειδήσεις. 6.05 Γυμναστική. 6.15 Πρωινές εκπομπές. 7 Ειδήσεις. 7.15 Ελληνικά τραγούδια. 8 Ειδήσεις. 8.15 Ελαφρά μουσική. 9 Ειδήσεις. 9.30 Η εκπομπή των Ενόπλων Δυνάμεων. 10 Ειδήσεις. 10.15 Μουσική. 11 Ειδήσεις. 11.15 Δημοτικά τραγούδια. 12 Ειδήσεις. 12.15 Λαϊκή μουσική. 13 Ειδήσεις. 13.30 Ελαφρά μουσική. 14 Ειδήσεις. 14.30 Ψυχαγωγικό πρόγραμμα. 15.15 Δημοτικά. 16 Ειδήσεις. 17 Μουσική. 18 Ειδήσεις. 18.30 Εκπομπή για τη νεολαία. 19 Ειδήσεις. 19.30 Ελληνικά τραγούδια. 20.30 Ειδήσεις. 21 Συμφωνική μουσική. 22 Ειδήσεις. 23 Μουσική νυκτός. 24 Ειδήσεις. [576, 118, 751, 439]
neighborhood-text: ΛΑΔΑΔΙΚΑ: τηλ. 555-255 (Ρόδου), Γουλιέλμου Χ. 128ο κλ. ΠΥΡΓΟΣ: 223.003 (Τσιμισκή) «Η τελευταία σφαίρα». ΣΚΑΛΑ: τηλ. 655-555 «Μια νύχτα στην πόλη». [24, 2288, 192, 2375]
tv-schedule: 19 Ταξίδια στο χρόνο. 19.25 Το τηλεοπτικό πρόγραμμα. 19.40 Ελληνικές επιτυχίες. 20.00 Ειδήσεις. 20.15 Οι μεγάλοι πόλεμοι του αιώνος. 20.40 Τα Ελληνικά ενημερώνουν. 21.30 Ευχάριστα απ' την Ελλάδα. 22.00 Ειδήσεις. 22.20 Έργα του σινεμά. 23.10 Ειδήσεις, επισκόπησις. [204, 82, 378, 227]
lottery-cell: 11 [1143, 1803, 1155, 1814]
taxi-station-name: Κασσάνδρου [24, 1164, 94, 1178]
lottery-cell: 35.600 60.201 [1020, 1754, 1057, 1776]
article-text: Αρχίζουν σήμερον την 5.30 μ.μ. εις την αίθουσαν του Εμπορικού και Βιομηχανικού Επιμελητηρίου σεμινάρια του Ελληνικού Κέντρου Παραγωγικότητος δια στελέχη των επιχειρήσεων. Τα σεμινάρια θα διαρκέσουν έως το τέλος του μηνός και θα καλύψουν θέματα οργανώσεως και διοικήσεως. [762, 296, 943, 441]
lottery-cell: 63.000 [1102, 1781, 1138, 1793]
taxi-phone-number: 916-470 [147, 1358, 192, 1371]
taxi-station-name: Τούμπα [24, 1343, 66, 1357]
taxi-phone-row [24, 1312, 192, 1327]
taxi-phone-number: 641-060 [147, 1312, 192, 1326]
article-text: Η προσωρινή διοίκησις της Δευτεροβαθμίου Κοινοτικής Ενώσεως Θεσσαλονίκης ανακοινώνει ότι από 1ης Νοεμβρίου θα αρχίσουν αι εργασίαι δια την απογραφήν των κοινοτικών διαχειρίσεων. Οι ενδιαφερόμενοι να προσέλθουν εις τα γραφεία της Ενώσεως. [576, 726, 751, 871]
book-review-col [577, 1555, 755, 1896]
article-subhead: ΤΗΝ ΑΦΗΡΕΣΑΝ ΤΙΣ ΤΕΣΣΕΡΕΣ ΣΦΑΙΡΕΣ [1350, 171, 1558, 200]
taxi-station-name: Πλατεία Ναυαρίνου [24, 1283, 134, 1297]
lottery-cell: 000 80.101 [957, 1840, 994, 1862]
taxi-phone-number: 314-666 [147, 1387, 192, 1401]
funeral-notice: Τον λατρευτόν μας σύζυγον, πατέρα και αδελφόν ΓΕΩΡΓΙΟΝ Η. ΧΑΤΖΟΥΓΛΟΥΝ ετών 53 θάψαμεν χθες. Η κηδεία εγένετο εκ του ιερού ναού Αγίου Παντελεήμονος Καλαμαριάς. [762, 882, 943, 969]
radio-station: Θεσσαλονίκης [606, 98, 721, 114]
book-review-col [390, 1555, 567, 1896]
